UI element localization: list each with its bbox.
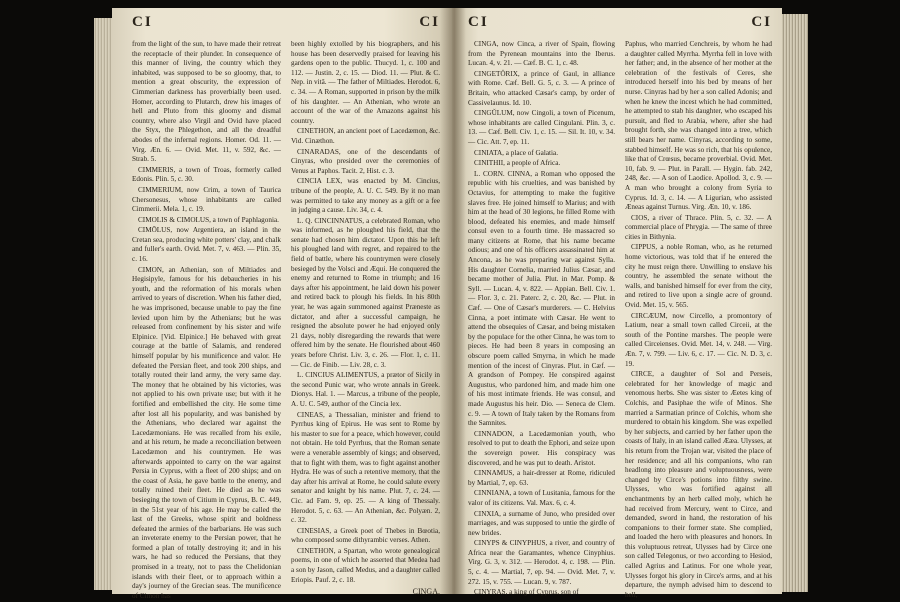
entry-paragraph: been highly extolled by his biographers, and his house has been deservedly praised for leaving his gardens open to the public. Thucyd. 1, c. 100 and 112. — Justin. 2, c. 15. — Diod. 11. — Plut. & C. Nep. in vitâ. — The father of Miltiades. Herodot. 6, c. 34. — A Roman, supported in prison by the milk of his daughter. — An Athenian, who wrote an account of the war of the Amazons against his country. (291, 40, 440, 125)
entry-paragraph: CINIATA, a place of Galatia. (474, 148, 559, 157)
left-running-header (132, 14, 440, 34)
entry-paragraph: CINCIA LEX, was enacted by M. Cincius, tribune of the people, A. U. C. 549. By it no man was permitted to take any money as a gift or a fee in judging a cause. Liv. 34, c. 4. (291, 177, 440, 215)
entry-paragraph: CINEAS, a Thessalian, minister and friend to Pyrrhus king of Epirus. He was sent to Rome by his master to sue for a peace, which however, could not obtain. He told Pyrrhus, that the Roman senate were a venerable assembly of kings; and observed, that to fight with them, was to fight against another Hydra. He was of such a retentive memory, that the day after his arrival at Rome, he could salute every senator and knight by his name. Plut. 7, c. 24. — Cic. ad Fam. 9, ep. 25. — A king of Thessaly. Herodot. 5, c. 63. — An Athenian, &c. Polyæn. 2, c. 32. (291, 410, 440, 525)
entry-paragraph: CIRCE, a daughter of Sol and Perseis, celebrated for her knowledge of magic and venomous herbs. She was sister to Æetes king of Colchis, and Pasiphae the wife of Minos. She married a Sarmatian prince of Colchis, whom she murdered to obtain his kingdom. She was expelled by her subjects, and carried by her father upon the coasts of Italy, in an island called Ææa. Ulysses, at his return from the Trojan war, visited the place of her residence; and all his companions, who ran headlong into pleasure and voluptuousness, were changed by Circe's potions into filthy swine. Ulysses, who was fortified against all enchantments by an herb called moly, which he had received from Mercury, went to Circe, and demanded, sword in hand, the restoration of his companions to their former state. She complied, and loaded the hero with pleasures and honors. In this voluptuous retreat, Ulysses had by Circe one son called Telegonus, or two according to Hesiod, called Agrius and Latinus. For one whole year, Ulysses forgot his glory in Circe's arms, and at his departure, the nymph advised him to descend to hell, (625, 370, 772, 599)
entry-paragraph: CIMŌLUS, now Argentiera, an island in the Cretan sea, producing white potters' clay, and chalk and fuller's earth. Ovid. Met. 7, v. 463. — Plin. 35, c. 16. (132, 226, 281, 264)
entry-paragraph: CIRCÆUM, now Circello, a promontory of Latium, near a small town called Circeii, at the south of the Pontine marshes. The people were called Circeienses. Ovid. Met. 14, v. 248. — Virg. Æn. 7, v. 799. — Liv. 6, c. 17. — Cic. N. D. 3, c. 19. (625, 311, 772, 368)
entry-paragraph: CIPPUS, a noble Roman, who, as he returned home victorious, was told that if he entered the city he must reign there. Unwilling to enslave his country, he assembled the senate without the walls, and banished himself for ever from the city, and retired to live upon a single acre of ground. Ovid. Met. 15, v. 565. (625, 243, 772, 310)
entry-paragraph: L. CORN. CINNA, a Roman who opposed the republic with his cruelties, and was banished by Octavius, for attempting to make the fugitive slaves free. He joined himself to Marius; and with him at the head of 30 legions, he filled Rome with blood, defeated his enemies, and made himself consul even to a fourth time. He massacred so many citizens at Rome, that his name became odious; and one of his officers assassinated him at Ancona, as he was preparing war against Sylla. His daughter Cornelia, married Julius Cæsar, and became mother of Julia. Plut. in Mar. Pomp. & Syll. — Lucan. 4, v. 822. — Appian. Bell. Civ. 1. — Flor. 3, c. 21. Paterc. 2, c. 20, &c. — Plut. in Cæf. — One of Cæsar's murderers. — C. Helvius Cinna, a poet intimate with Cæsar. He went to attend the obsequies of Cæsar, and being mistaken by the populace for the other Cinna, he was torn to pieces. He had been 8 years in composing an obscure poem called Smyrna, in which he made mention of the incest of Cinyras. Plut. in Cæf. — A grandson of Pompey. He conspired against Augustus, who pardoned him, and made him one of his most intimate friends. He was consul, and made Augustus his heir. Dio. — Seneca de Clem. c. 9. — A town of Italy taken by the Romans from the Samnites. (468, 169, 615, 428)
left-column-1 (132, 40, 281, 602)
entry-paragraph: CINNADON, a Lacedæmonian youth, who resolved to put to death the Ephori, and seize upon the sovereign power. His conspiracy was discovered, and he was put to death. Aristot. (468, 429, 615, 467)
left-column-2 (291, 40, 440, 602)
left-header-inner: CI (419, 14, 440, 30)
entry-paragraph: CINETHON, a Spartan, who wrote genealogical poems, in one of which he asserted that Medea had a son by Jason, called Medus, and a daughter called Eriopis. Pauf. 2, c. 18. (291, 546, 440, 584)
right-header-inner: CI (468, 14, 489, 30)
entry-paragraph: CINYRAS, a king of Cyprus, son of (474, 588, 579, 597)
entry-paragraph: Paphus, who married Cenchreis, by whom he had a daughter called Myrrha. Myrrha fell in love with her father; and, in the absence of her mother at the celebration of the festivals of Ceres, she introduced herself into his bed by means of her nurse. Cinyras had by her a son called Adonis; and when he knew the incest which he had committed, he attempted to stab his daughter, who escaped his pursuit, and fled to Arabia, where, after she had brought forth, she was changed into a tree, which still bears her name. Cinyras, according to some, stabbed himself. He was so rich, that his opulence, like that of Crœsus, became proverbial. Ovid. Met. 10, fab. 9. — Plut. in Parall. — Hygin. fab. 242, 248, &c. — A son of Laodice. Apollod. 3, c. 9. — A man who brought a colony from Syria to Cyprus. Id. 3, c. 14. — A Ligurian, who assisted Æneas against Turnus. Virg. Æn. 10, v. 186. (625, 40, 772, 212)
right-running-header (468, 14, 772, 34)
catchword: CINGA, (412, 587, 440, 597)
page-block-edge-left (94, 18, 112, 590)
entry-paragraph: CIMOLIS & CIMOLUS, a town of Paphlagonia. (138, 215, 279, 224)
entry-paragraph: CINGA, now Cinca, a river of Spain, flowing from the Pyrenean mountains into the Iberus. Lucan. 4, v. 21. — Cæf. B. C. 1, c. 48. (468, 40, 615, 68)
entry-paragraph: L. CINCIUS ALIMENTUS, a prætor of Sicily in the second Punic war, who wrote annals in Greek. Dionys. Hal. 1. — Marcus, a tribune of the people, A. U. C. 549, author of the Cincia lex. (291, 371, 440, 408)
entry-paragraph: CINGŬLUM, now Cingoli, a town of Picenum, whose inhabitants are called Cingulani. Plin. 3, c. 13. — Cæf. Bell. Civ. 1, c. 15. — Sil. It. 10, v. 34. — Cic. Att. 7, ep. 11. (468, 109, 615, 146)
right-column-1 (468, 40, 615, 601)
page-block-edge-right (782, 14, 808, 592)
entry-paragraph: CIMON, an Athenian, son of Miltiades and Hegisipyle, famous for his debaucheries in his youth, and the reformation of his morals when arrived to years of discretion. When his father died, he was imprisoned, because unable to pay the fine levied upon him by the Athenians; but he was released from confinement by his sister and wife Elpinice. [Vid. Elpinice.] He behaved with great courage at the battle of Salamis, and rendered himself popular by his munificence and valor. He defeated the Persian fleet, and took 200 ships, and totally routed their land army, the very same day. The money that he obtained by his victories, was not applied to his own private use; but with it he fortified and embellished the city. He some time after lost all his popularity, and was banished by the Athenians, who declared war against the Lacedæmonians. He was recalled from his exile, and at his return, he made a reconciliation between Lacedæmon and his countrymen. He was afterwards appointed to carry on the war against Persia in Cyprus, with a fleet of 200 ships; and on the coast of Asia, he gave battle to the enemy, and totally ruined their fleet. He died as he was besieging the town of Citium in Cyprus, B. C. 449, in the 51st year of his age. He may be called the last of the Greeks, whose spirit and boldness defeated the armies of the barbarians. He was such an inveterate enemy to the Persian power, that he formed a plan of totally destroying it; and in his wars, he had so reduced the Persians, that they promised in a treaty, not to pass the Chelidonian islands with their fleet, or to approach within a day's journey of the Grecian seas. The munificence of Cimon has (132, 265, 281, 600)
entry-paragraph: CINITHII, a people of Africa. (474, 159, 561, 168)
entry-paragraph: CINNIANA, a town of Lusitania, famous for the valor of its citizens. Val. Max. 6, c. 4. (468, 489, 615, 507)
entry-paragraph: CINARADAS, one of the descendants of Cinyras, who presided over the ceremonies of Venus at Paphos. Tacit. 2, Hist. c. 3. (291, 147, 440, 175)
right-column-2 (625, 40, 772, 601)
entry-paragraph: L. Q. CINCINNATUS, a celebrated Roman, who was informed, as he ploughed his field, that the senate had chosen him dictator. Upon this he left his ploughed land with regret, and repaired to the field of battle, where his countrymen were closely besieged by the Volsci and Æqui. He conquered the enemy and returned to Rome in triumph; and 16 days after his appointment, he laid down his power and retired back to plough his fields. In his 80th year, he was again summoned against Præneste as dictator, and after a successful campaign, he resigned the absolute power he had enjoyed only 21 days, nobly disregarding the rewards that were offered him by the senate. He flourished about 460 years before Christ. Liv. 3, c. 26. — Flor. 1, c. 11. — Cic. de Finib. — Liv. 28, c. 3. (291, 216, 440, 369)
right-page (452, 8, 782, 599)
entry-paragraph: CINXIA, a surname of Juno, who presided over marriages, and was supposed to untie the girdle of new brides. (468, 509, 615, 537)
entry-paragraph: CIOS, a river of Thrace. Plin. 5, c. 32. — A commercial place of Phrygia. — The same of three cities in Bithynia. (625, 213, 772, 241)
entry-paragraph: CIMMERIUM, now Crim, a town of Taurica Chersonesus, whose inhabitants are called Cimmerii. Mela. 1, c. 19. (132, 185, 281, 214)
entry-paragraph: CINNAMUS, a hair-dresser at Rome, ridiculed by Martial, 7, ep. 63. (468, 469, 615, 487)
entry-paragraph: CINGETŎRIX, a prince of Gaul, in alliance with Rome. Cæf. Bell. G. 5, c. 3. — A prince of Britain, who attacked Cæsar's camp, by order of Cassivelaunus. Id. 10. (468, 69, 615, 107)
entry-paragraph: from the light of the sun, to have made their retreat the receptacle of their plunder. In consequence of this manner of living, the country which they inhabited, was supposed to be so gloomy, that, to mention a great obscurity, the expression of Cimmerian darkness has proverbially been used. Homer, according to Plutarch, drew his images of hell and Pluto from this gloomy and dismal country, where also Virgil and Ovid have placed the Styx, the Phlegethon, and all the dreadful abodes of the infernal regions. Homer. Od. 11. — Virg. Æn. 6. — Ovid. Met. 11, v. 592, &c. — Strab. 5. (132, 40, 281, 164)
left-page (112, 8, 452, 600)
entry-paragraph: CINYPS & CINYPHUS, a river, and country of Africa near the Garamantes, whence Cinyphius. Virg. G. 3, v. 312. — Herodot. 4, c. 198. — Plin. 5, c. 4. — Martial, 7, ep. 94. — Ovid. Met. 7, v. 272. 15, v. 755. — Lucan. 9, v. 787. (468, 539, 615, 586)
right-header-outer: CI (751, 14, 772, 30)
entry-paragraph: CIMMERIS, a town of Troas, formerly called Edonis. Plin. 5, c. 30. (132, 165, 281, 184)
entry-paragraph: CINESIAS, a Greek poet of Thebes in Bœotia, who composed some dithyrambic verses. Athen. (291, 526, 440, 545)
left-header-outer: CI (132, 14, 153, 30)
entry-paragraph: CINETHON, an ancient poet of Lacedæmon, &c. Vid. Cinæthon. (291, 127, 440, 145)
